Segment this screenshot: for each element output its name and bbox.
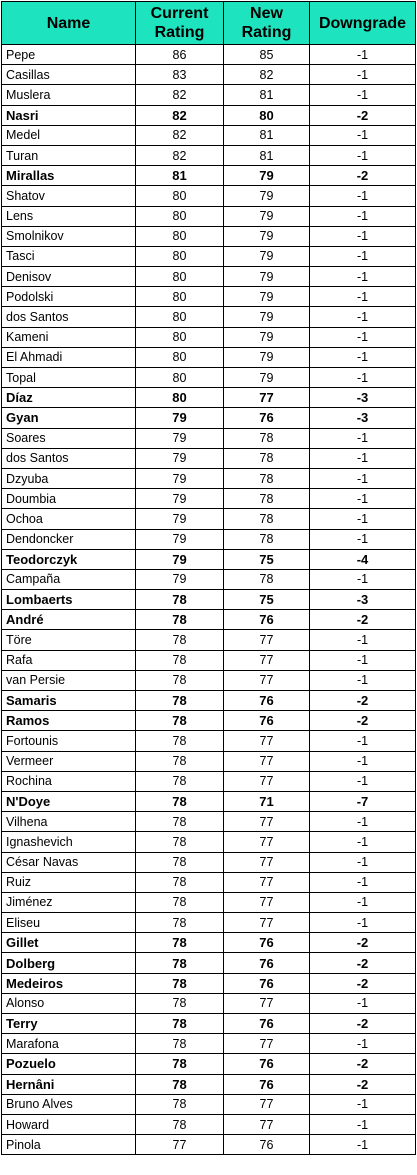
current-rating-cell: 77 <box>136 1135 224 1155</box>
player-name-cell: Alonso <box>2 993 136 1013</box>
downgrade-cell: -2 <box>310 711 416 731</box>
table-row <box>2 993 416 1013</box>
current-rating-cell: 79 <box>136 489 224 509</box>
new-rating-cell: 77 <box>224 812 310 832</box>
table-row <box>2 246 416 266</box>
table-row <box>2 145 416 165</box>
player-name-cell: Soares <box>2 428 136 448</box>
player-name-cell: Gillet <box>2 933 136 953</box>
new-rating-cell: 78 <box>224 509 310 529</box>
player-name-cell: Howard <box>2 1114 136 1134</box>
new-rating-cell: 79 <box>224 186 310 206</box>
downgrade-cell: -1 <box>310 85 416 105</box>
new-rating-cell: 77 <box>224 1114 310 1134</box>
table-row <box>2 388 416 408</box>
downgrade-cell: -2 <box>310 610 416 630</box>
player-name-cell: Denisov <box>2 267 136 287</box>
player-name-cell: Samaris <box>2 691 136 711</box>
current-rating-cell: 80 <box>136 287 224 307</box>
player-name-cell: Lens <box>2 206 136 226</box>
downgrade-cell: -2 <box>310 691 416 711</box>
new-rating-cell: 79 <box>224 226 310 246</box>
new-rating-cell: 79 <box>224 267 310 287</box>
new-rating-cell: 78 <box>224 569 310 589</box>
downgrade-cell: -2 <box>310 105 416 125</box>
table-row <box>2 267 416 287</box>
table-row <box>2 771 416 791</box>
table-row <box>2 569 416 589</box>
current-rating-cell: 80 <box>136 186 224 206</box>
current-rating-cell: 82 <box>136 85 224 105</box>
current-rating-cell: 78 <box>136 993 224 1013</box>
downgrade-cell: -1 <box>310 65 416 85</box>
downgrade-cell: -2 <box>310 1074 416 1094</box>
new-rating-cell: 76 <box>224 1074 310 1094</box>
current-rating-cell: 79 <box>136 448 224 468</box>
downgrade-cell: -1 <box>310 630 416 650</box>
table-row <box>2 65 416 85</box>
player-name-cell: Pinola <box>2 1135 136 1155</box>
header-current-rating: Current Rating <box>136 2 224 45</box>
player-name-cell: Muslera <box>2 85 136 105</box>
player-name-cell: Töre <box>2 630 136 650</box>
current-rating-cell: 78 <box>136 731 224 751</box>
new-rating-cell: 80 <box>224 105 310 125</box>
player-name-cell: Teodorczyk <box>2 549 136 569</box>
current-rating-cell: 78 <box>136 771 224 791</box>
player-name-cell: Rafa <box>2 650 136 670</box>
new-rating-cell: 77 <box>224 771 310 791</box>
player-name-cell: Ramos <box>2 711 136 731</box>
table-row <box>2 973 416 993</box>
new-rating-cell: 76 <box>224 1135 310 1155</box>
new-rating-cell: 76 <box>224 1014 310 1034</box>
player-name-cell: Terry <box>2 1014 136 1034</box>
current-rating-cell: 79 <box>136 509 224 529</box>
new-rating-cell: 77 <box>224 832 310 852</box>
new-rating-cell: 81 <box>224 145 310 165</box>
table-row <box>2 428 416 448</box>
player-name-cell: Bruno Alves <box>2 1094 136 1114</box>
current-rating-cell: 78 <box>136 630 224 650</box>
new-rating-cell: 85 <box>224 45 310 65</box>
downgrade-cell: -1 <box>310 670 416 690</box>
player-name-cell: Campaña <box>2 569 136 589</box>
current-rating-cell: 80 <box>136 368 224 388</box>
table-row <box>2 368 416 388</box>
new-rating-cell: 79 <box>224 307 310 327</box>
downgrade-cell: -2 <box>310 953 416 973</box>
new-rating-cell: 76 <box>224 408 310 428</box>
table-body <box>2 45 416 1155</box>
downgrade-cell: -1 <box>310 186 416 206</box>
player-name-cell: Nasri <box>2 105 136 125</box>
player-name-cell: dos Santos <box>2 448 136 468</box>
new-rating-cell: 77 <box>224 388 310 408</box>
player-name-cell: dos Santos <box>2 307 136 327</box>
current-rating-cell: 80 <box>136 347 224 367</box>
table-row <box>2 711 416 731</box>
player-name-cell: Vermeer <box>2 751 136 771</box>
current-rating-cell: 78 <box>136 1054 224 1074</box>
player-name-cell: Rochina <box>2 771 136 791</box>
player-name-cell: Vilhena <box>2 812 136 832</box>
player-name-cell: van Persie <box>2 670 136 690</box>
header-name: Name <box>2 2 136 45</box>
table-row <box>2 509 416 529</box>
player-name-cell: Lombaerts <box>2 590 136 610</box>
table-row <box>2 206 416 226</box>
player-name-cell: Dzyuba <box>2 468 136 488</box>
current-rating-cell: 78 <box>136 590 224 610</box>
current-rating-cell: 78 <box>136 1114 224 1134</box>
downgrade-cell: -1 <box>310 145 416 165</box>
current-rating-cell: 79 <box>136 529 224 549</box>
current-rating-cell: 78 <box>136 1014 224 1034</box>
current-rating-cell: 78 <box>136 1034 224 1054</box>
table-row <box>2 892 416 912</box>
table-row <box>2 125 416 145</box>
player-name-cell: Jiménez <box>2 892 136 912</box>
new-rating-cell: 77 <box>224 852 310 872</box>
downgrade-cell: -1 <box>310 45 416 65</box>
new-rating-cell: 76 <box>224 953 310 973</box>
player-name-cell: Doumbia <box>2 489 136 509</box>
table-row <box>2 166 416 186</box>
downgrade-cell: -3 <box>310 388 416 408</box>
current-rating-cell: 78 <box>136 953 224 973</box>
table-row <box>2 852 416 872</box>
player-name-cell: Pepe <box>2 45 136 65</box>
table-row <box>2 953 416 973</box>
new-rating-cell: 81 <box>224 85 310 105</box>
table-row <box>2 1094 416 1114</box>
table-row <box>2 347 416 367</box>
new-rating-cell: 77 <box>224 1034 310 1054</box>
new-rating-cell: 76 <box>224 933 310 953</box>
new-rating-cell: 71 <box>224 791 310 811</box>
player-name-cell: Hernâni <box>2 1074 136 1094</box>
player-name-cell: Tasci <box>2 246 136 266</box>
new-rating-cell: 75 <box>224 590 310 610</box>
downgrade-cell: -1 <box>310 307 416 327</box>
downgrade-cell: -2 <box>310 973 416 993</box>
downgrade-cell: -1 <box>310 852 416 872</box>
downgrade-cell: -1 <box>310 206 416 226</box>
header-new-rating: New Rating <box>224 2 310 45</box>
current-rating-cell: 78 <box>136 610 224 630</box>
downgrade-cell: -1 <box>310 771 416 791</box>
table-row <box>2 812 416 832</box>
current-rating-cell: 78 <box>136 852 224 872</box>
table-row <box>2 1114 416 1134</box>
new-rating-cell: 77 <box>224 892 310 912</box>
player-name-cell: Fortounis <box>2 731 136 751</box>
downgrade-cell: -1 <box>310 226 416 246</box>
table-row <box>2 85 416 105</box>
downgrade-cell: -1 <box>310 125 416 145</box>
player-name-cell: Mirallas <box>2 166 136 186</box>
downgrade-cell: -1 <box>310 246 416 266</box>
downgrade-cell: -1 <box>310 832 416 852</box>
new-rating-cell: 82 <box>224 65 310 85</box>
player-name-cell: Pozuelo <box>2 1054 136 1074</box>
current-rating-cell: 79 <box>136 468 224 488</box>
current-rating-cell: 78 <box>136 1094 224 1114</box>
downgrade-cell: -4 <box>310 549 416 569</box>
table-row <box>2 751 416 771</box>
player-name-cell: Eliseu <box>2 913 136 933</box>
current-rating-cell: 79 <box>136 569 224 589</box>
new-rating-cell: 78 <box>224 428 310 448</box>
new-rating-cell: 78 <box>224 489 310 509</box>
current-rating-cell: 80 <box>136 388 224 408</box>
table-row <box>2 327 416 347</box>
new-rating-cell: 79 <box>224 347 310 367</box>
player-name-cell: Ruiz <box>2 872 136 892</box>
downgrade-cell: -3 <box>310 408 416 428</box>
current-rating-cell: 83 <box>136 65 224 85</box>
current-rating-cell: 82 <box>136 105 224 125</box>
current-rating-cell: 80 <box>136 226 224 246</box>
current-rating-cell: 82 <box>136 125 224 145</box>
table-row <box>2 630 416 650</box>
player-name-cell: Díaz <box>2 388 136 408</box>
downgrade-cell: -1 <box>310 1114 416 1134</box>
new-rating-cell: 77 <box>224 1094 310 1114</box>
header-downgrade: Downgrade <box>310 2 416 45</box>
ratings-table <box>1 1 416 1155</box>
new-rating-cell: 77 <box>224 650 310 670</box>
new-rating-cell: 77 <box>224 993 310 1013</box>
downgrade-cell: -1 <box>310 529 416 549</box>
table-row <box>2 1034 416 1054</box>
table-row <box>2 1135 416 1155</box>
table-row <box>2 731 416 751</box>
table-row <box>2 529 416 549</box>
current-rating-cell: 78 <box>136 670 224 690</box>
table-row <box>2 1074 416 1094</box>
player-name-cell: Dendoncker <box>2 529 136 549</box>
downgrade-cell: -1 <box>310 489 416 509</box>
new-rating-cell: 79 <box>224 206 310 226</box>
downgrade-cell: -1 <box>310 993 416 1013</box>
player-name-cell: Gyan <box>2 408 136 428</box>
current-rating-cell: 79 <box>136 428 224 448</box>
player-name-cell: Medel <box>2 125 136 145</box>
current-rating-cell: 80 <box>136 307 224 327</box>
new-rating-cell: 79 <box>224 246 310 266</box>
table-row <box>2 468 416 488</box>
current-rating-cell: 81 <box>136 166 224 186</box>
current-rating-cell: 78 <box>136 791 224 811</box>
downgrade-cell: -1 <box>310 287 416 307</box>
table-row <box>2 489 416 509</box>
table-row <box>2 650 416 670</box>
table-row <box>2 791 416 811</box>
current-rating-cell: 80 <box>136 206 224 226</box>
player-name-cell: Topal <box>2 368 136 388</box>
new-rating-cell: 79 <box>224 368 310 388</box>
current-rating-cell: 78 <box>136 973 224 993</box>
current-rating-cell: 78 <box>136 892 224 912</box>
player-name-cell: César Navas <box>2 852 136 872</box>
downgrade-cell: -1 <box>310 913 416 933</box>
new-rating-cell: 77 <box>224 913 310 933</box>
new-rating-cell: 81 <box>224 125 310 145</box>
current-rating-cell: 78 <box>136 872 224 892</box>
current-rating-cell: 80 <box>136 246 224 266</box>
downgrade-cell: -1 <box>310 872 416 892</box>
current-rating-cell: 79 <box>136 549 224 569</box>
downgrade-cell: -1 <box>310 751 416 771</box>
table-row <box>2 408 416 428</box>
downgrade-cell: -1 <box>310 569 416 589</box>
table-row <box>2 832 416 852</box>
header-row <box>2 2 416 45</box>
player-name-cell: Ochoa <box>2 509 136 529</box>
table-row <box>2 307 416 327</box>
player-name-cell: André <box>2 610 136 630</box>
table-row <box>2 610 416 630</box>
player-name-cell: Shatov <box>2 186 136 206</box>
player-name-cell: Dolberg <box>2 953 136 973</box>
downgrade-cell: -1 <box>310 1034 416 1054</box>
new-rating-cell: 76 <box>224 610 310 630</box>
new-rating-cell: 76 <box>224 711 310 731</box>
downgrade-cell: -1 <box>310 1135 416 1155</box>
downgrade-cell: -2 <box>310 166 416 186</box>
downgrade-cell: -1 <box>310 267 416 287</box>
current-rating-cell: 78 <box>136 913 224 933</box>
current-rating-cell: 78 <box>136 812 224 832</box>
table-row <box>2 1014 416 1034</box>
current-rating-cell: 78 <box>136 751 224 771</box>
new-rating-cell: 77 <box>224 670 310 690</box>
downgrade-cell: -1 <box>310 368 416 388</box>
new-rating-cell: 76 <box>224 691 310 711</box>
current-rating-cell: 78 <box>136 711 224 731</box>
downgrade-cell: -3 <box>310 590 416 610</box>
table-row <box>2 933 416 953</box>
table-row <box>2 105 416 125</box>
new-rating-cell: 77 <box>224 630 310 650</box>
table-row <box>2 691 416 711</box>
current-rating-cell: 82 <box>136 145 224 165</box>
player-name-cell: Medeiros <box>2 973 136 993</box>
table-row <box>2 287 416 307</box>
new-rating-cell: 76 <box>224 1054 310 1074</box>
table-row <box>2 226 416 246</box>
current-rating-cell: 78 <box>136 832 224 852</box>
downgrade-cell: -1 <box>310 509 416 529</box>
downgrade-cell: -1 <box>310 428 416 448</box>
current-rating-cell: 78 <box>136 650 224 670</box>
new-rating-cell: 77 <box>224 751 310 771</box>
table-row <box>2 670 416 690</box>
new-rating-cell: 77 <box>224 872 310 892</box>
player-name-cell: Ignashevich <box>2 832 136 852</box>
downgrade-cell: -1 <box>310 327 416 347</box>
current-rating-cell: 79 <box>136 408 224 428</box>
downgrade-cell: -1 <box>310 1094 416 1114</box>
table-row <box>2 549 416 569</box>
player-name-cell: Podolski <box>2 287 136 307</box>
table-row <box>2 186 416 206</box>
current-rating-cell: 86 <box>136 45 224 65</box>
downgrade-cell: -2 <box>310 1014 416 1034</box>
new-rating-cell: 79 <box>224 287 310 307</box>
new-rating-cell: 77 <box>224 731 310 751</box>
downgrade-cell: -1 <box>310 892 416 912</box>
player-name-cell: N'Doye <box>2 791 136 811</box>
current-rating-cell: 78 <box>136 1074 224 1094</box>
table-row <box>2 590 416 610</box>
downgrade-cell: -2 <box>310 1054 416 1074</box>
downgrade-cell: -1 <box>310 448 416 468</box>
downgrade-cell: -2 <box>310 933 416 953</box>
table-row <box>2 45 416 65</box>
downgrade-cell: -1 <box>310 812 416 832</box>
player-name-cell: Marafona <box>2 1034 136 1054</box>
player-name-cell: Turan <box>2 145 136 165</box>
table-row <box>2 913 416 933</box>
new-rating-cell: 79 <box>224 327 310 347</box>
new-rating-cell: 78 <box>224 448 310 468</box>
downgrade-cell: -1 <box>310 347 416 367</box>
player-name-cell: Casillas <box>2 65 136 85</box>
downgrade-cell: -1 <box>310 650 416 670</box>
table-row <box>2 1054 416 1074</box>
current-rating-cell: 78 <box>136 933 224 953</box>
current-rating-cell: 80 <box>136 327 224 347</box>
player-name-cell: El Ahmadi <box>2 347 136 367</box>
table-row <box>2 872 416 892</box>
current-rating-cell: 80 <box>136 267 224 287</box>
new-rating-cell: 76 <box>224 973 310 993</box>
new-rating-cell: 75 <box>224 549 310 569</box>
downgrade-cell: -1 <box>310 731 416 751</box>
player-name-cell: Kameni <box>2 327 136 347</box>
table-row <box>2 448 416 468</box>
player-name-cell: Smolnikov <box>2 226 136 246</box>
new-rating-cell: 78 <box>224 529 310 549</box>
downgrade-cell: -1 <box>310 468 416 488</box>
current-rating-cell: 78 <box>136 691 224 711</box>
new-rating-cell: 78 <box>224 468 310 488</box>
new-rating-cell: 79 <box>224 166 310 186</box>
downgrade-cell: -7 <box>310 791 416 811</box>
